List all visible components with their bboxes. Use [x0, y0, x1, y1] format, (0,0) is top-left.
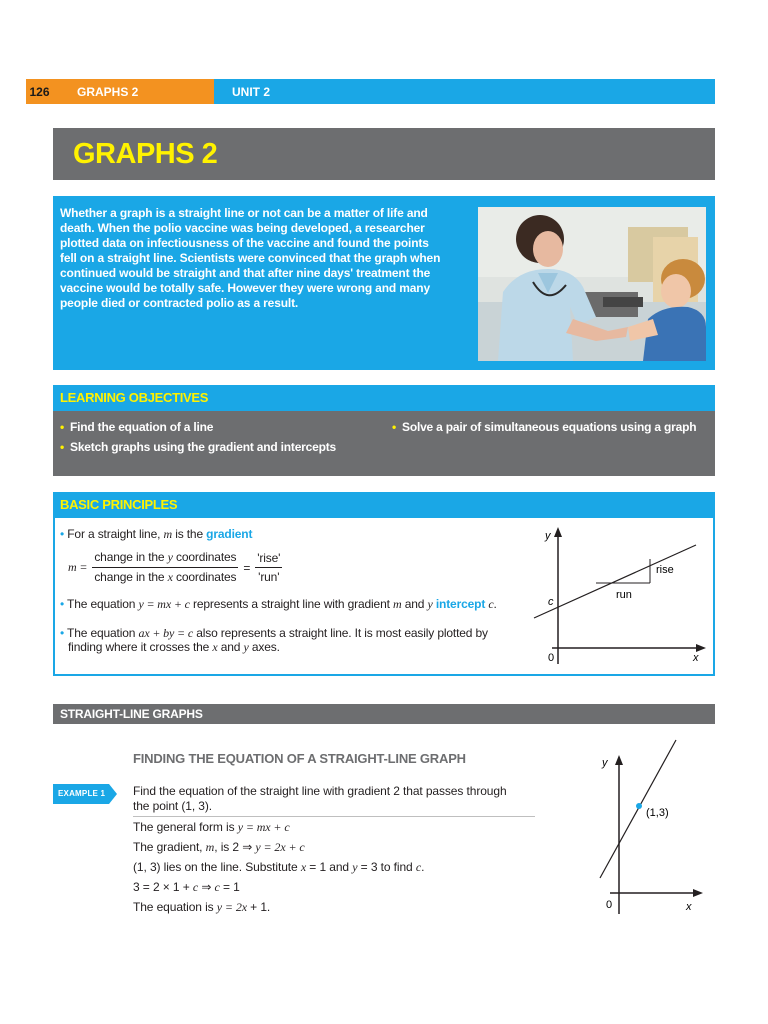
equation: y = 2x + c	[255, 840, 305, 854]
fraction-denominator: 'run'	[258, 570, 280, 584]
intro-line: vaccine would be totally safe. However they were wrong and many	[60, 281, 430, 295]
intro-line: fell on a straight line. Scientists were convinced that the graph when	[60, 251, 441, 265]
var-y: y	[352, 860, 358, 874]
equation: y = 2x	[216, 900, 247, 914]
divider	[133, 816, 535, 817]
intro-line: people died or contracted polio as a result.	[60, 296, 299, 310]
y-axis-arrow-icon	[554, 527, 562, 537]
page-number: 126	[26, 79, 53, 104]
solution-step-5	[133, 900, 270, 915]
equation: y = mx + c	[138, 597, 190, 611]
objective-text: Find the equation of a line	[70, 420, 214, 434]
principle-general-form-cont	[68, 640, 280, 655]
equals-sign: =	[243, 560, 251, 575]
solution-step-3	[133, 860, 424, 875]
principle-general-form	[60, 626, 488, 641]
y-axis-label: y	[602, 757, 608, 769]
text: 3 = 2 × 1 +	[133, 880, 193, 894]
point-label: (1,3)	[646, 807, 669, 819]
point-marker	[636, 803, 642, 809]
text: + 1.	[246, 900, 271, 914]
unit-label: UNIT 2	[214, 79, 715, 104]
text: The equation	[67, 626, 139, 640]
text: The equation is	[133, 900, 217, 914]
text: (1, 3) lies on the line. Substitute	[133, 860, 301, 874]
objective-text: Sketch graphs using the gradient and intercepts	[70, 440, 337, 454]
y-axis-label: y	[545, 530, 551, 542]
var-y: y	[167, 550, 173, 564]
solution-step-1	[133, 820, 290, 835]
learning-objectives-heading: LEARNING OBJECTIVES	[60, 390, 209, 405]
text: change in the	[94, 570, 168, 584]
var-m: m	[392, 597, 402, 611]
intro-line: Whether a graph is a straight line or not can be a matter of life and	[60, 206, 428, 220]
gradient-formula	[68, 550, 282, 585]
var-y: y	[243, 640, 249, 654]
chapter-label: GRAPHS 2	[53, 79, 214, 104]
straight-line-graphs-heading: STRAIGHT-LINE GRAPHS	[60, 707, 203, 721]
fraction-coordinates	[92, 550, 238, 585]
basic-principles-heading: BASIC PRINCIPLES	[60, 497, 178, 512]
var-c: c	[415, 860, 422, 874]
text: finding where it crosses the	[68, 640, 213, 654]
text: = 1	[219, 880, 240, 894]
var-c: c	[192, 880, 199, 894]
objective-text: Solve a pair of simultaneous equations using a graph	[402, 420, 697, 434]
principle-intercept	[60, 597, 497, 612]
origin-label: 0	[606, 899, 613, 911]
var-c: c	[214, 880, 220, 894]
text: The general form is	[133, 820, 238, 834]
question-line: Find the equation of the straight line with gradient 2 that passes through	[133, 784, 507, 798]
text: .	[421, 860, 425, 874]
question-line: the point (1, 3).	[133, 799, 213, 813]
example-badge: EXAMPLE 1	[58, 789, 106, 798]
text: axes.	[248, 640, 280, 654]
text: coordinates	[172, 570, 237, 584]
text: is the	[172, 527, 207, 541]
var-m: m	[163, 527, 173, 541]
origin-label: 0	[548, 652, 555, 664]
bullet-icon: •	[60, 597, 65, 611]
bullet-icon: •	[60, 626, 65, 640]
rise-run-diagram	[530, 524, 710, 670]
text: The gradient,	[133, 840, 206, 854]
text: and	[217, 640, 244, 654]
intro-line: plotted data on infectiousness of the vaccine and found the points	[60, 236, 429, 250]
principle-gradient	[60, 527, 252, 542]
text: , is 2 ⇒	[214, 840, 256, 854]
intro-line: continued would be straight and that after nine days' treatment the	[60, 266, 431, 280]
text: and	[401, 597, 428, 611]
bullet-icon: •	[60, 420, 65, 434]
example-line-graph	[590, 738, 706, 918]
formula-lhs: m =	[68, 560, 88, 574]
text: .	[493, 597, 497, 611]
var-x: x	[167, 570, 173, 584]
fraction-numerator	[92, 550, 238, 568]
objective-item	[60, 420, 213, 434]
bullet-icon: •	[60, 527, 65, 541]
objective-item	[392, 420, 696, 434]
x-axis-label: x	[686, 901, 692, 913]
nurse-child-photo	[478, 207, 706, 361]
text: coordinates	[172, 550, 237, 564]
text: represents a straight line with gradient	[189, 597, 393, 611]
keyword-gradient: gradient	[206, 527, 253, 541]
intro-text	[60, 206, 460, 311]
var-y: y	[427, 597, 433, 611]
objective-item	[60, 440, 336, 454]
run-label: run	[616, 589, 632, 601]
section-subheading: FINDING THE EQUATION OF A STRAIGHT-LINE GRAPH	[133, 751, 466, 766]
var-x: x	[212, 640, 218, 654]
text: also represents a straight line. It is most easily plotted by	[193, 626, 488, 640]
solution-step-4	[133, 880, 240, 895]
solution-step-2	[133, 840, 305, 855]
intercept-label: c	[548, 596, 554, 608]
x-axis-arrow-icon	[696, 644, 706, 652]
rise-label: rise	[656, 564, 674, 576]
text: ⇒	[198, 880, 215, 894]
fraction-numerator: 'rise'	[255, 551, 282, 568]
text: = 1 and	[306, 860, 353, 874]
y-axis-arrow-icon	[615, 755, 623, 765]
text: The equation	[67, 597, 139, 611]
var-c: c	[488, 597, 494, 611]
equation: y = mx + c	[237, 820, 290, 834]
x-axis-label: x	[693, 652, 699, 664]
fraction-denominator	[92, 568, 238, 585]
page-title: GRAPHS 2	[73, 138, 218, 170]
bullet-icon: •	[60, 440, 65, 454]
text: For a straight line,	[67, 527, 164, 541]
text: change in the	[94, 550, 168, 564]
fraction-rise-run	[255, 551, 282, 584]
text: = 3 to find	[357, 860, 416, 874]
var-m: m	[205, 840, 215, 854]
bullet-icon: •	[392, 420, 397, 434]
keyword-intercept: intercept	[435, 597, 486, 611]
x-axis-arrow-icon	[693, 889, 703, 897]
var-x: x	[300, 860, 307, 874]
equation: ax + by = c	[138, 626, 194, 640]
intro-line: death. When the polio vaccine was being developed, a researcher	[60, 221, 425, 235]
